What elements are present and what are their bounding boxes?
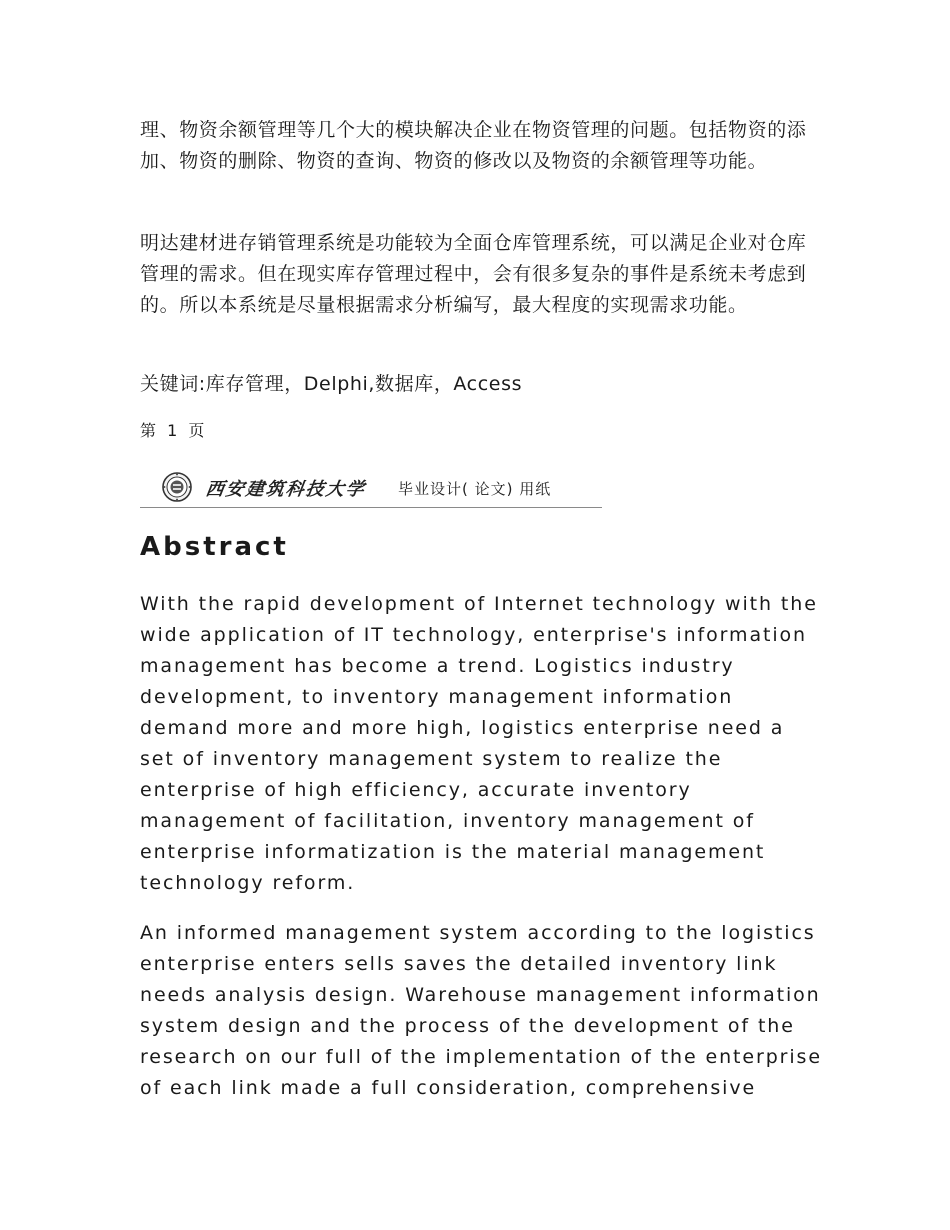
text-line: management has become a trend. Logistics industry xyxy=(140,655,735,677)
paper-label: 毕业设计( 论文) 用纸 xyxy=(398,480,552,498)
text-line: wide application of IT technology, enterprise's information xyxy=(140,624,807,646)
abstract-title: Abstract xyxy=(140,532,289,562)
page-number: 第 1 页 xyxy=(140,421,208,440)
text-line: An informed management system according to the logistics xyxy=(140,922,816,944)
keywords-line: 关键词:库存管理，Delphi,数据库，Access xyxy=(140,373,523,395)
abstract-paragraph-2 xyxy=(140,918,830,1104)
text-line: research on our full of the implementation of the enterprise xyxy=(140,1046,822,1068)
university-name: 西安建筑科技大学 xyxy=(204,479,368,500)
text-line: management of facilitation, inventory management of xyxy=(140,810,755,832)
text-line: of each link made a full consideration, comprehensive xyxy=(140,1077,757,1099)
text-line: set of inventory management system to realize the xyxy=(140,748,723,770)
text-line: enterprise of high efficiency, accurate inventory xyxy=(140,779,692,801)
text-line: system design and the process of the development of the xyxy=(140,1015,795,1037)
text-line: needs analysis design. Warehouse management information xyxy=(140,984,821,1006)
text-line: demand more and more high, logistics enterprise need a xyxy=(140,717,785,739)
text-line: enterprise informatization is the material management xyxy=(140,841,766,863)
text-line: With the rapid development of Internet technology with the xyxy=(140,593,818,615)
chinese-paragraph-1: 理、物资余额管理等几个大的模块解决企业在物资管理的问题。包括物资的添加、物资的删除、物资的查询、物资的修改以及物资的余额管理等功能。 xyxy=(140,119,807,172)
text-line: enterprise enters sells saves the detailed inventory link xyxy=(140,953,778,975)
abstract-paragraph-1 xyxy=(140,589,830,899)
text-line: technology reform. xyxy=(140,872,356,894)
text-line: development, to inventory management information xyxy=(140,686,734,708)
chinese-paragraph-2: 明达建材进存销管理系统是功能较为全面仓库管理系统，可以满足企业对仓库管理的需求。但在现实库存管理过程中，会有很多复杂的事件是系统未考虑到的。所以本系统是尽量根据需求分析编写，最大程度的实现需求功能。 xyxy=(140,232,807,316)
university-header xyxy=(140,470,602,508)
university-seal-icon xyxy=(162,472,192,502)
